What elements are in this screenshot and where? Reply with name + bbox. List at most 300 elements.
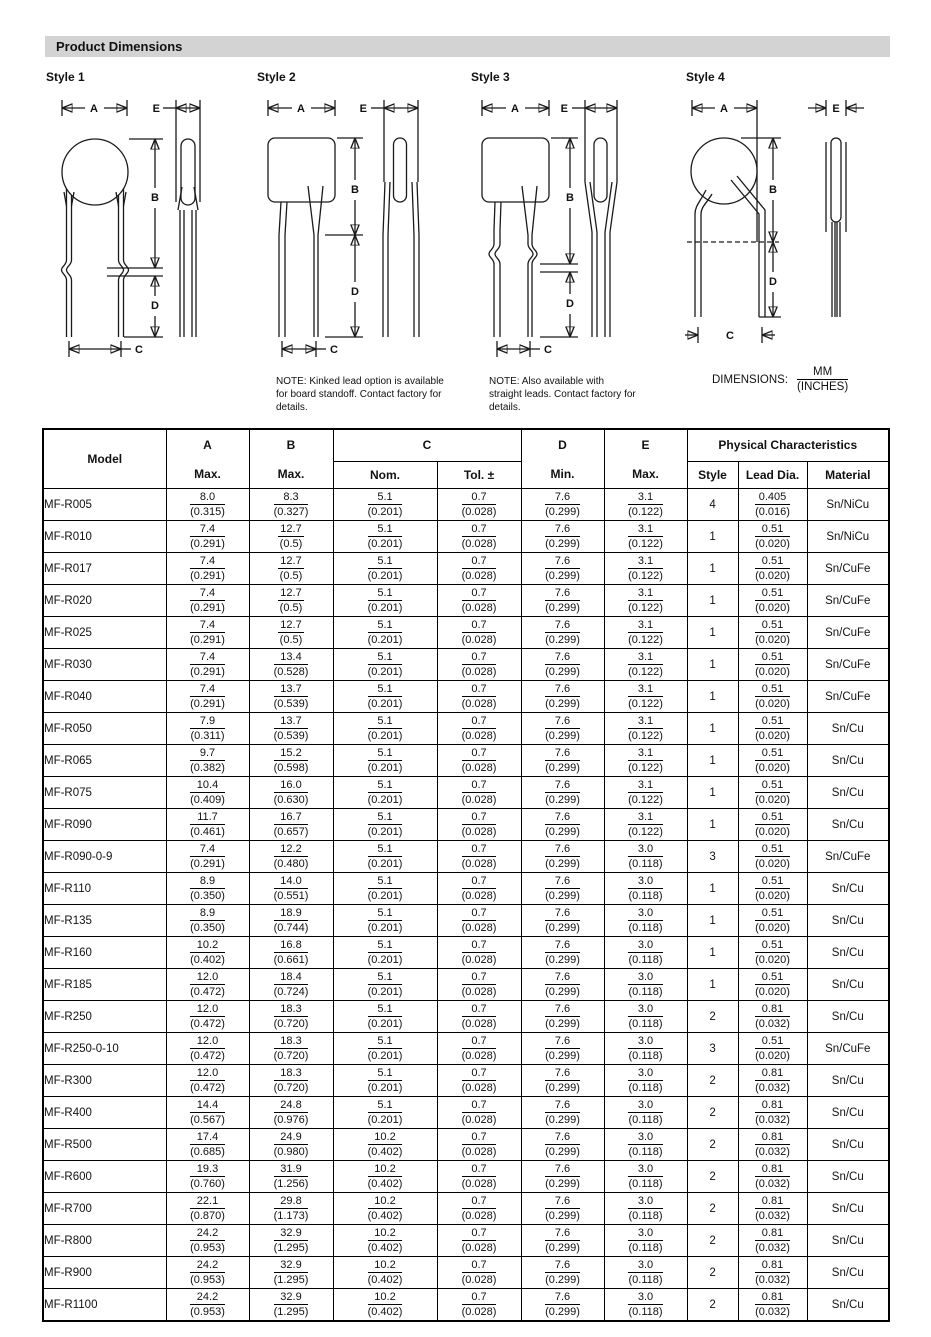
material-cell: Sn/Cu [807,1161,889,1193]
dim-b-cell: $\frac{12.7}{(0.5)}$ [249,521,333,553]
dim-c-tol-cell: $\frac{0.7}{(0.028)}$ [437,1193,521,1225]
dim-c-nom-cell: $\frac{10.2}{(0.402)}$ [333,1193,437,1225]
dim-a-cell: $\frac{14.4}{(0.567)}$ [166,1097,249,1129]
lead-dia-cell: $\frac{0.51}{(0.020)}$ [738,969,807,1001]
dim-label-d: D [351,286,359,298]
model-cell: MF-R090 [43,809,166,841]
dim-a-cell: $\frac{24.2}{(0.953)}$ [166,1225,249,1257]
dim-label-c: C [330,344,338,356]
dim-b-cell: $\frac{12.7}{(0.5)}$ [249,585,333,617]
style-cell: 2 [687,1161,738,1193]
dim-e-cell: $\frac{3.0}{(0.118)}$ [604,1257,687,1289]
dimensions-unit-fraction [797,366,848,393]
dim-c-tol-cell: $\frac{0.7}{(0.028)}$ [437,1257,521,1289]
material-cell: Sn/CuFe [807,617,889,649]
dim-b-cell: $\frac{16.7}{(0.657)}$ [249,809,333,841]
dim-c-tol-cell: $\frac{0.7}{(0.028)}$ [437,1129,521,1161]
dim-c-tol-cell: $\frac{0.7}{(0.028)}$ [437,1225,521,1257]
lead-dia-cell: $\frac{0.405}{(0.016)}$ [738,489,807,521]
dim-b-cell: $\frac{18.3}{(0.720)}$ [249,1033,333,1065]
style-2-note: NOTE: Kinked lead option is available for board standoff. Contact factory for details. [276,376,444,414]
style-cell: 1 [687,713,738,745]
model-cell: MF-R040 [43,681,166,713]
style-cell: 1 [687,745,738,777]
dim-b-cell: $\frac{14.0}{(0.551)}$ [249,873,333,905]
dim-d-cell: $\frac{7.6}{(0.299)}$ [521,521,604,553]
dim-c-tol-cell: $\frac{0.7}{(0.028)}$ [437,617,521,649]
model-cell: MF-R400 [43,1097,166,1129]
dim-e-cell: $\frac{3.0}{(0.118)}$ [604,1065,687,1097]
lead-dia-cell: $\frac{0.81}{(0.032)}$ [738,1225,807,1257]
lead-dia-cell: $\frac{0.51}{(0.020)}$ [738,873,807,905]
model-cell: MF-R020 [43,585,166,617]
dim-d-cell: $\frac{7.6}{(0.299)}$ [521,1289,604,1322]
dim-label-b: B [151,192,159,204]
table-row [43,489,889,521]
dim-d-cell: $\frac{7.6}{(0.299)}$ [521,1225,604,1257]
dim-c-nom-cell: $\frac{5.1}{(0.201)}$ [333,553,437,585]
dim-e-cell: $\frac{3.0}{(0.118)}$ [604,905,687,937]
style-cell: 2 [687,1097,738,1129]
lead-dia-cell: $\frac{0.51}{(0.020)}$ [738,809,807,841]
dim-c-tol-cell: $\frac{0.7}{(0.028)}$ [437,713,521,745]
dim-c-tol-cell: $\frac{0.7}{(0.028)}$ [437,1033,521,1065]
dim-b-cell: $\frac{13.7}{(0.539)}$ [249,681,333,713]
lead-dia-cell: $\frac{0.51}{(0.020)}$ [738,905,807,937]
dim-a-cell: $\frac{12.0}{(0.472)}$ [166,969,249,1001]
style-cell: 2 [687,1225,738,1257]
dim-a-cell: $\frac{19.3}{(0.760)}$ [166,1161,249,1193]
col-header-style: Style [687,461,738,488]
dim-b-cell: $\frac{24.9}{(0.980)}$ [249,1129,333,1161]
material-cell: Sn/Cu [807,1257,889,1289]
material-cell: Sn/CuFe [807,649,889,681]
material-cell: Sn/CuFe [807,1033,889,1065]
dim-label-e: E [152,103,160,115]
unit-inches: (INCHES) [797,381,849,393]
dim-e-cell: $\frac{3.1}{(0.122)}$ [604,681,687,713]
style-cell: 1 [687,873,738,905]
model-cell: MF-R050 [43,713,166,745]
model-cell: MF-R110 [43,873,166,905]
dim-c-tol-cell: $\frac{0.7}{(0.028)}$ [437,1161,521,1193]
table-row [43,1033,889,1065]
material-cell: Sn/Cu [807,1225,889,1257]
dim-label-d: D [769,276,777,288]
dim-d-cell: $\frac{7.6}{(0.299)}$ [521,745,604,777]
table-row [43,1193,889,1225]
table-row [43,1161,889,1193]
table-row [43,1065,889,1097]
material-cell: Sn/CuFe [807,841,889,873]
model-cell: MF-R065 [43,745,166,777]
dim-d-cell: $\frac{7.6}{(0.299)}$ [521,681,604,713]
lead-dia-cell: $\frac{0.81}{(0.032)}$ [738,1065,807,1097]
dim-label-c: C [544,344,552,356]
style-cell: 1 [687,585,738,617]
table-row [43,649,889,681]
lead-dia-cell: $\frac{0.51}{(0.020)}$ [738,649,807,681]
material-cell: Sn/Cu [807,1001,889,1033]
dim-a-cell: $\frac{24.2}{(0.953)}$ [166,1289,249,1322]
dim-d-cell: $\frac{7.6}{(0.299)}$ [521,937,604,969]
model-cell: MF-R900 [43,1257,166,1289]
model-cell: MF-R025 [43,617,166,649]
dim-e-cell: $\frac{3.1}{(0.122)}$ [604,489,687,521]
table-row [43,841,889,873]
dim-b-cell: $\frac{12.7}{(0.5)}$ [249,617,333,649]
dim-a-cell: $\frac{10.2}{(0.402)}$ [166,937,249,969]
table-row [43,905,889,937]
lead-dia-cell: $\frac{0.51}{(0.020)}$ [738,681,807,713]
dim-c-nom-cell: $\frac{10.2}{(0.402)}$ [333,1289,437,1322]
dim-a-cell: $\frac{17.4}{(0.685)}$ [166,1129,249,1161]
style-cell: 2 [687,1129,738,1161]
dim-b-cell: $\frac{32.9}{(1.295)}$ [249,1257,333,1289]
dim-label-a: A [90,103,98,115]
dim-c-nom-cell: $\frac{5.1}{(0.201)}$ [333,745,437,777]
material-cell: Sn/NiCu [807,489,889,521]
model-cell: MF-R005 [43,489,166,521]
material-cell: Sn/Cu [807,777,889,809]
dim-d-cell: $\frac{7.6}{(0.299)}$ [521,1257,604,1289]
dim-c-tol-cell: $\frac{0.7}{(0.028)}$ [437,1097,521,1129]
col-header-material: Material [807,461,889,488]
dim-c-tol-cell: $\frac{0.7}{(0.028)}$ [437,585,521,617]
table-row [43,713,889,745]
material-cell: Sn/Cu [807,1193,889,1225]
dim-c-tol-cell: $\frac{0.7}{(0.028)}$ [437,1289,521,1322]
material-cell: Sn/Cu [807,713,889,745]
dim-d-cell: $\frac{7.6}{(0.299)}$ [521,905,604,937]
model-cell: MF-R160 [43,937,166,969]
dim-b-cell: $\frac{18.9}{(0.744)}$ [249,905,333,937]
table-row [43,585,889,617]
dim-a-cell: $\frac{7.4}{(0.291)}$ [166,681,249,713]
dim-c-nom-cell: $\frac{5.1}{(0.201)}$ [333,489,437,521]
dim-c-tol-cell: $\frac{0.7}{(0.028)}$ [437,777,521,809]
dim-c-tol-cell: $\frac{0.7}{(0.028)}$ [437,489,521,521]
dim-c-nom-cell: $\frac{5.1}{(0.201)}$ [333,873,437,905]
style-3-label: Style 3 [471,70,510,84]
dim-a-cell: $\frac{11.7}{(0.461)}$ [166,809,249,841]
dim-d-cell: $\frac{7.6}{(0.299)}$ [521,1033,604,1065]
style-cell: 1 [687,681,738,713]
dim-c-tol-cell: $\frac{0.7}{(0.028)}$ [437,681,521,713]
model-cell: MF-R600 [43,1161,166,1193]
dim-c-nom-cell: $\frac{5.1}{(0.201)}$ [333,1065,437,1097]
table-row [43,745,889,777]
dim-b-cell: $\frac{18.3}{(0.720)}$ [249,1065,333,1097]
dim-label-b: B [351,184,359,196]
lead-dia-cell: $\frac{0.51}{(0.020)}$ [738,1033,807,1065]
dim-c-nom-cell: $\frac{5.1}{(0.201)}$ [333,1033,437,1065]
dim-c-nom-cell: $\frac{5.1}{(0.201)}$ [333,969,437,1001]
lead-dia-cell: $\frac{0.81}{(0.032)}$ [738,1257,807,1289]
dim-b-cell: $\frac{16.8}{(0.661)}$ [249,937,333,969]
dim-c-tol-cell: $\frac{0.7}{(0.028)}$ [437,1001,521,1033]
col-header-b: B Max. [249,429,333,489]
dim-d-cell: $\frac{7.6}{(0.299)}$ [521,841,604,873]
dim-d-cell: $\frac{7.6}{(0.299)}$ [521,1097,604,1129]
table-row [43,809,889,841]
material-cell: Sn/Cu [807,1289,889,1322]
model-cell: MF-R800 [43,1225,166,1257]
dim-e-cell: $\frac{3.1}{(0.122)}$ [604,713,687,745]
dim-b-cell: $\frac{13.4}{(0.528)}$ [249,649,333,681]
style-cell: 1 [687,553,738,585]
model-cell: MF-R700 [43,1193,166,1225]
dim-e-cell: $\frac{3.0}{(0.118)}$ [604,841,687,873]
style-cell: 1 [687,809,738,841]
dim-c-nom-cell: $\frac{10.2}{(0.402)}$ [333,1161,437,1193]
dim-b-cell: $\frac{18.4}{(0.724)}$ [249,969,333,1001]
dim-c-nom-cell: $\frac{5.1}{(0.201)}$ [333,777,437,809]
material-cell: Sn/Cu [807,1065,889,1097]
material-cell: Sn/Cu [807,1097,889,1129]
dim-e-cell: $\frac{3.1}{(0.122)}$ [604,649,687,681]
dim-c-nom-cell: $\frac{5.1}{(0.201)}$ [333,521,437,553]
style-4-diagram [685,92,890,392]
col-header-c-tol: Tol. ± [437,461,521,488]
dim-d-cell: $\frac{7.6}{(0.299)}$ [521,617,604,649]
lead-dia-cell: $\frac{0.81}{(0.032)}$ [738,1193,807,1225]
style-cell: 2 [687,1289,738,1322]
lead-dia-cell: $\frac{0.51}{(0.020)}$ [738,553,807,585]
lead-dia-cell: $\frac{0.81}{(0.032)}$ [738,1097,807,1129]
model-cell: MF-R250 [43,1001,166,1033]
style-3-diagram [470,92,685,392]
dim-b-cell: $\frac{13.7}{(0.539)}$ [249,713,333,745]
material-cell: Sn/Cu [807,937,889,969]
dim-c-tol-cell: $\frac{0.7}{(0.028)}$ [437,873,521,905]
dim-d-cell: $\frac{7.6}{(0.299)}$ [521,1129,604,1161]
dim-c-nom-cell: $\frac{5.1}{(0.201)}$ [333,649,437,681]
dim-c-nom-cell: $\frac{10.2}{(0.402)}$ [333,1129,437,1161]
style-1-diagram [45,92,250,392]
dim-e-cell: $\frac{3.1}{(0.122)}$ [604,745,687,777]
lead-dia-cell: $\frac{0.51}{(0.020)}$ [738,585,807,617]
lead-dia-cell: $\frac{0.81}{(0.032)}$ [738,1161,807,1193]
style-cell: 1 [687,617,738,649]
material-cell: Sn/Cu [807,873,889,905]
dim-c-nom-cell: $\frac{5.1}{(0.201)}$ [333,1001,437,1033]
dim-d-cell: $\frac{7.6}{(0.299)}$ [521,777,604,809]
dim-d-cell: $\frac{7.6}{(0.299)}$ [521,1193,604,1225]
dim-label-e: E [560,103,568,115]
table-row [43,1257,889,1289]
col-header-model: Model [43,429,166,489]
style-cell: 1 [687,521,738,553]
dim-label-c: C [135,344,143,356]
table-row [43,937,889,969]
lead-dia-cell: $\frac{0.81}{(0.032)}$ [738,1129,807,1161]
dim-b-cell: $\frac{12.7}{(0.5)}$ [249,553,333,585]
table-row [43,1289,889,1322]
dim-c-tol-cell: $\frac{0.7}{(0.028)}$ [437,745,521,777]
dim-c-tol-cell: $\frac{0.7}{(0.028)}$ [437,969,521,1001]
style-cell: 1 [687,905,738,937]
dim-d-cell: $\frac{7.6}{(0.299)}$ [521,1001,604,1033]
table-row [43,1225,889,1257]
dim-d-cell: $\frac{7.6}{(0.299)}$ [521,969,604,1001]
dim-label-e: E [832,103,840,115]
dim-b-cell: $\frac{8.3}{(0.327)}$ [249,489,333,521]
model-cell: MF-R185 [43,969,166,1001]
style-cell: 4 [687,489,738,521]
dim-b-cell: $\frac{18.3}{(0.720)}$ [249,1001,333,1033]
material-cell: Sn/Cu [807,969,889,1001]
dim-b-cell: $\frac{16.0}{(0.630)}$ [249,777,333,809]
dim-label-e: E [359,103,367,115]
lead-dia-cell: $\frac{0.51}{(0.020)}$ [738,713,807,745]
dim-d-cell: $\frac{7.6}{(0.299)}$ [521,1065,604,1097]
material-cell: Sn/NiCu [807,521,889,553]
lead-dia-cell: $\frac{0.51}{(0.020)}$ [738,521,807,553]
col-header-e: E Max. [604,429,687,489]
dim-e-cell: $\frac{3.0}{(0.118)}$ [604,1001,687,1033]
dim-c-nom-cell: $\frac{5.1}{(0.201)}$ [333,681,437,713]
col-header-c: C [333,429,521,461]
dim-e-cell: $\frac{3.0}{(0.118)}$ [604,1097,687,1129]
dim-c-tol-cell: $\frac{0.7}{(0.028)}$ [437,649,521,681]
dim-label-a: A [511,103,519,115]
dim-c-tol-cell: $\frac{0.7}{(0.028)}$ [437,937,521,969]
model-cell: MF-R010 [43,521,166,553]
dim-c-nom-cell: $\frac{5.1}{(0.201)}$ [333,937,437,969]
model-cell: MF-R090-0-9 [43,841,166,873]
dim-a-cell: $\frac{24.2}{(0.953)}$ [166,1257,249,1289]
dim-e-cell: $\frac{3.1}{(0.122)}$ [604,809,687,841]
dim-e-cell: $\frac{3.1}{(0.122)}$ [604,777,687,809]
lead-dia-cell: $\frac{0.81}{(0.032)}$ [738,1001,807,1033]
dim-e-cell: $\frac{3.1}{(0.122)}$ [604,585,687,617]
dim-c-tol-cell: $\frac{0.7}{(0.028)}$ [437,553,521,585]
dim-a-cell: $\frac{7.4}{(0.291)}$ [166,521,249,553]
model-cell: MF-R135 [43,905,166,937]
dim-b-cell: $\frac{24.8}{(0.976)}$ [249,1097,333,1129]
dim-c-nom-cell: $\frac{10.2}{(0.402)}$ [333,1225,437,1257]
dim-c-tol-cell: $\frac{0.7}{(0.028)}$ [437,809,521,841]
style-4-label: Style 4 [686,70,725,84]
style-cell: 1 [687,649,738,681]
material-cell: Sn/CuFe [807,553,889,585]
unit-mm: MM [797,366,848,380]
dim-c-tol-cell: $\frac{0.7}{(0.028)}$ [437,1065,521,1097]
lead-dia-cell: $\frac{0.51}{(0.020)}$ [738,841,807,873]
dim-c-nom-cell: $\frac{5.1}{(0.201)}$ [333,841,437,873]
dim-a-cell: $\frac{8.0}{(0.315)}$ [166,489,249,521]
material-cell: Sn/CuFe [807,585,889,617]
dim-a-cell: $\frac{7.4}{(0.291)}$ [166,649,249,681]
style-2-label: Style 2 [257,70,296,84]
dim-c-tol-cell: $\frac{0.7}{(0.028)}$ [437,521,521,553]
dim-a-cell: $\frac{8.9}{(0.350)}$ [166,905,249,937]
col-header-d: D Min. [521,429,604,489]
dim-e-cell: $\frac{3.0}{(0.118)}$ [604,1033,687,1065]
dim-e-cell: $\frac{3.0}{(0.118)}$ [604,937,687,969]
dimensions-table [42,428,890,1322]
dim-b-cell: $\frac{32.9}{(1.295)}$ [249,1225,333,1257]
table-row [43,521,889,553]
material-cell: Sn/Cu [807,745,889,777]
model-cell: MF-R300 [43,1065,166,1097]
table-row [43,681,889,713]
lead-dia-cell: $\frac{0.51}{(0.020)}$ [738,937,807,969]
dim-b-cell: $\frac{12.2}{(0.480)}$ [249,841,333,873]
dim-a-cell: $\frac{12.0}{(0.472)}$ [166,1001,249,1033]
style-cell: 2 [687,1257,738,1289]
dim-e-cell: $\frac{3.0}{(0.118)}$ [604,1161,687,1193]
style-cell: 1 [687,937,738,969]
lead-dia-cell: $\frac{0.81}{(0.032)}$ [738,1289,807,1322]
col-header-lead-dia: Lead Dia. [738,461,807,488]
dim-b-cell: $\frac{31.9}{(1.256)}$ [249,1161,333,1193]
dim-c-nom-cell: $\frac{5.1}{(0.201)}$ [333,585,437,617]
model-cell: MF-R500 [43,1129,166,1161]
model-cell: MF-R1100 [43,1289,166,1322]
style-cell: 2 [687,1001,738,1033]
dim-e-cell: $\frac{3.1}{(0.122)}$ [604,521,687,553]
dim-a-cell: $\frac{7.4}{(0.291)}$ [166,841,249,873]
dim-a-cell: $\frac{22.1}{(0.870)}$ [166,1193,249,1225]
dim-e-cell: $\frac{3.1}{(0.122)}$ [604,553,687,585]
dim-e-cell: $\frac{3.0}{(0.118)}$ [604,1225,687,1257]
dim-e-cell: $\frac{3.0}{(0.118)}$ [604,873,687,905]
dim-d-cell: $\frac{7.6}{(0.299)}$ [521,713,604,745]
dim-label-d: D [566,298,574,310]
dim-c-tol-cell: $\frac{0.7}{(0.028)}$ [437,841,521,873]
table-row [43,1097,889,1129]
style-cell: 1 [687,969,738,1001]
table-row [43,617,889,649]
dim-label-b: B [566,192,574,204]
section-title: Product Dimensions [45,36,890,57]
dim-d-cell: $\frac{7.6}{(0.299)}$ [521,553,604,585]
dim-c-nom-cell: $\frac{5.1}{(0.201)}$ [333,617,437,649]
style-cell: 1 [687,777,738,809]
dim-d-cell: $\frac{7.6}{(0.299)}$ [521,489,604,521]
style-1-label: Style 1 [46,70,85,84]
dim-a-cell: $\frac{7.4}{(0.291)}$ [166,553,249,585]
style-cell: 2 [687,1065,738,1097]
model-cell: MF-R030 [43,649,166,681]
dim-d-cell: $\frac{7.6}{(0.299)}$ [521,873,604,905]
dim-a-cell: $\frac{7.4}{(0.291)}$ [166,617,249,649]
dim-c-nom-cell: $\frac{5.1}{(0.201)}$ [333,713,437,745]
dim-label-d: D [151,300,159,312]
lead-dia-cell: $\frac{0.51}{(0.020)}$ [738,617,807,649]
model-cell: MF-R075 [43,777,166,809]
dim-a-cell: $\frac{7.4}{(0.291)}$ [166,585,249,617]
dim-d-cell: $\frac{7.6}{(0.299)}$ [521,649,604,681]
table-row [43,553,889,585]
dim-b-cell: $\frac{15.2}{(0.598)}$ [249,745,333,777]
dim-a-cell: $\frac{12.0}{(0.472)}$ [166,1065,249,1097]
table-row [43,873,889,905]
dim-e-cell: $\frac{3.0}{(0.118)}$ [604,969,687,1001]
col-header-a: A Max. [166,429,249,489]
dim-b-cell: $\frac{32.9}{(1.295)}$ [249,1289,333,1322]
dim-a-cell: $\frac{8.9}{(0.350)}$ [166,873,249,905]
dim-a-cell: $\frac{9.7}{(0.382)}$ [166,745,249,777]
table-row [43,969,889,1001]
dim-c-nom-cell: $\frac{5.1}{(0.201)}$ [333,905,437,937]
dim-e-cell: $\frac{3.0}{(0.118)}$ [604,1193,687,1225]
style-cell: 3 [687,841,738,873]
dimensions-legend-label: DIMENSIONS: [712,373,789,386]
style-3-note: NOTE: Also available with straight leads. Contact factory for details. [489,376,636,414]
